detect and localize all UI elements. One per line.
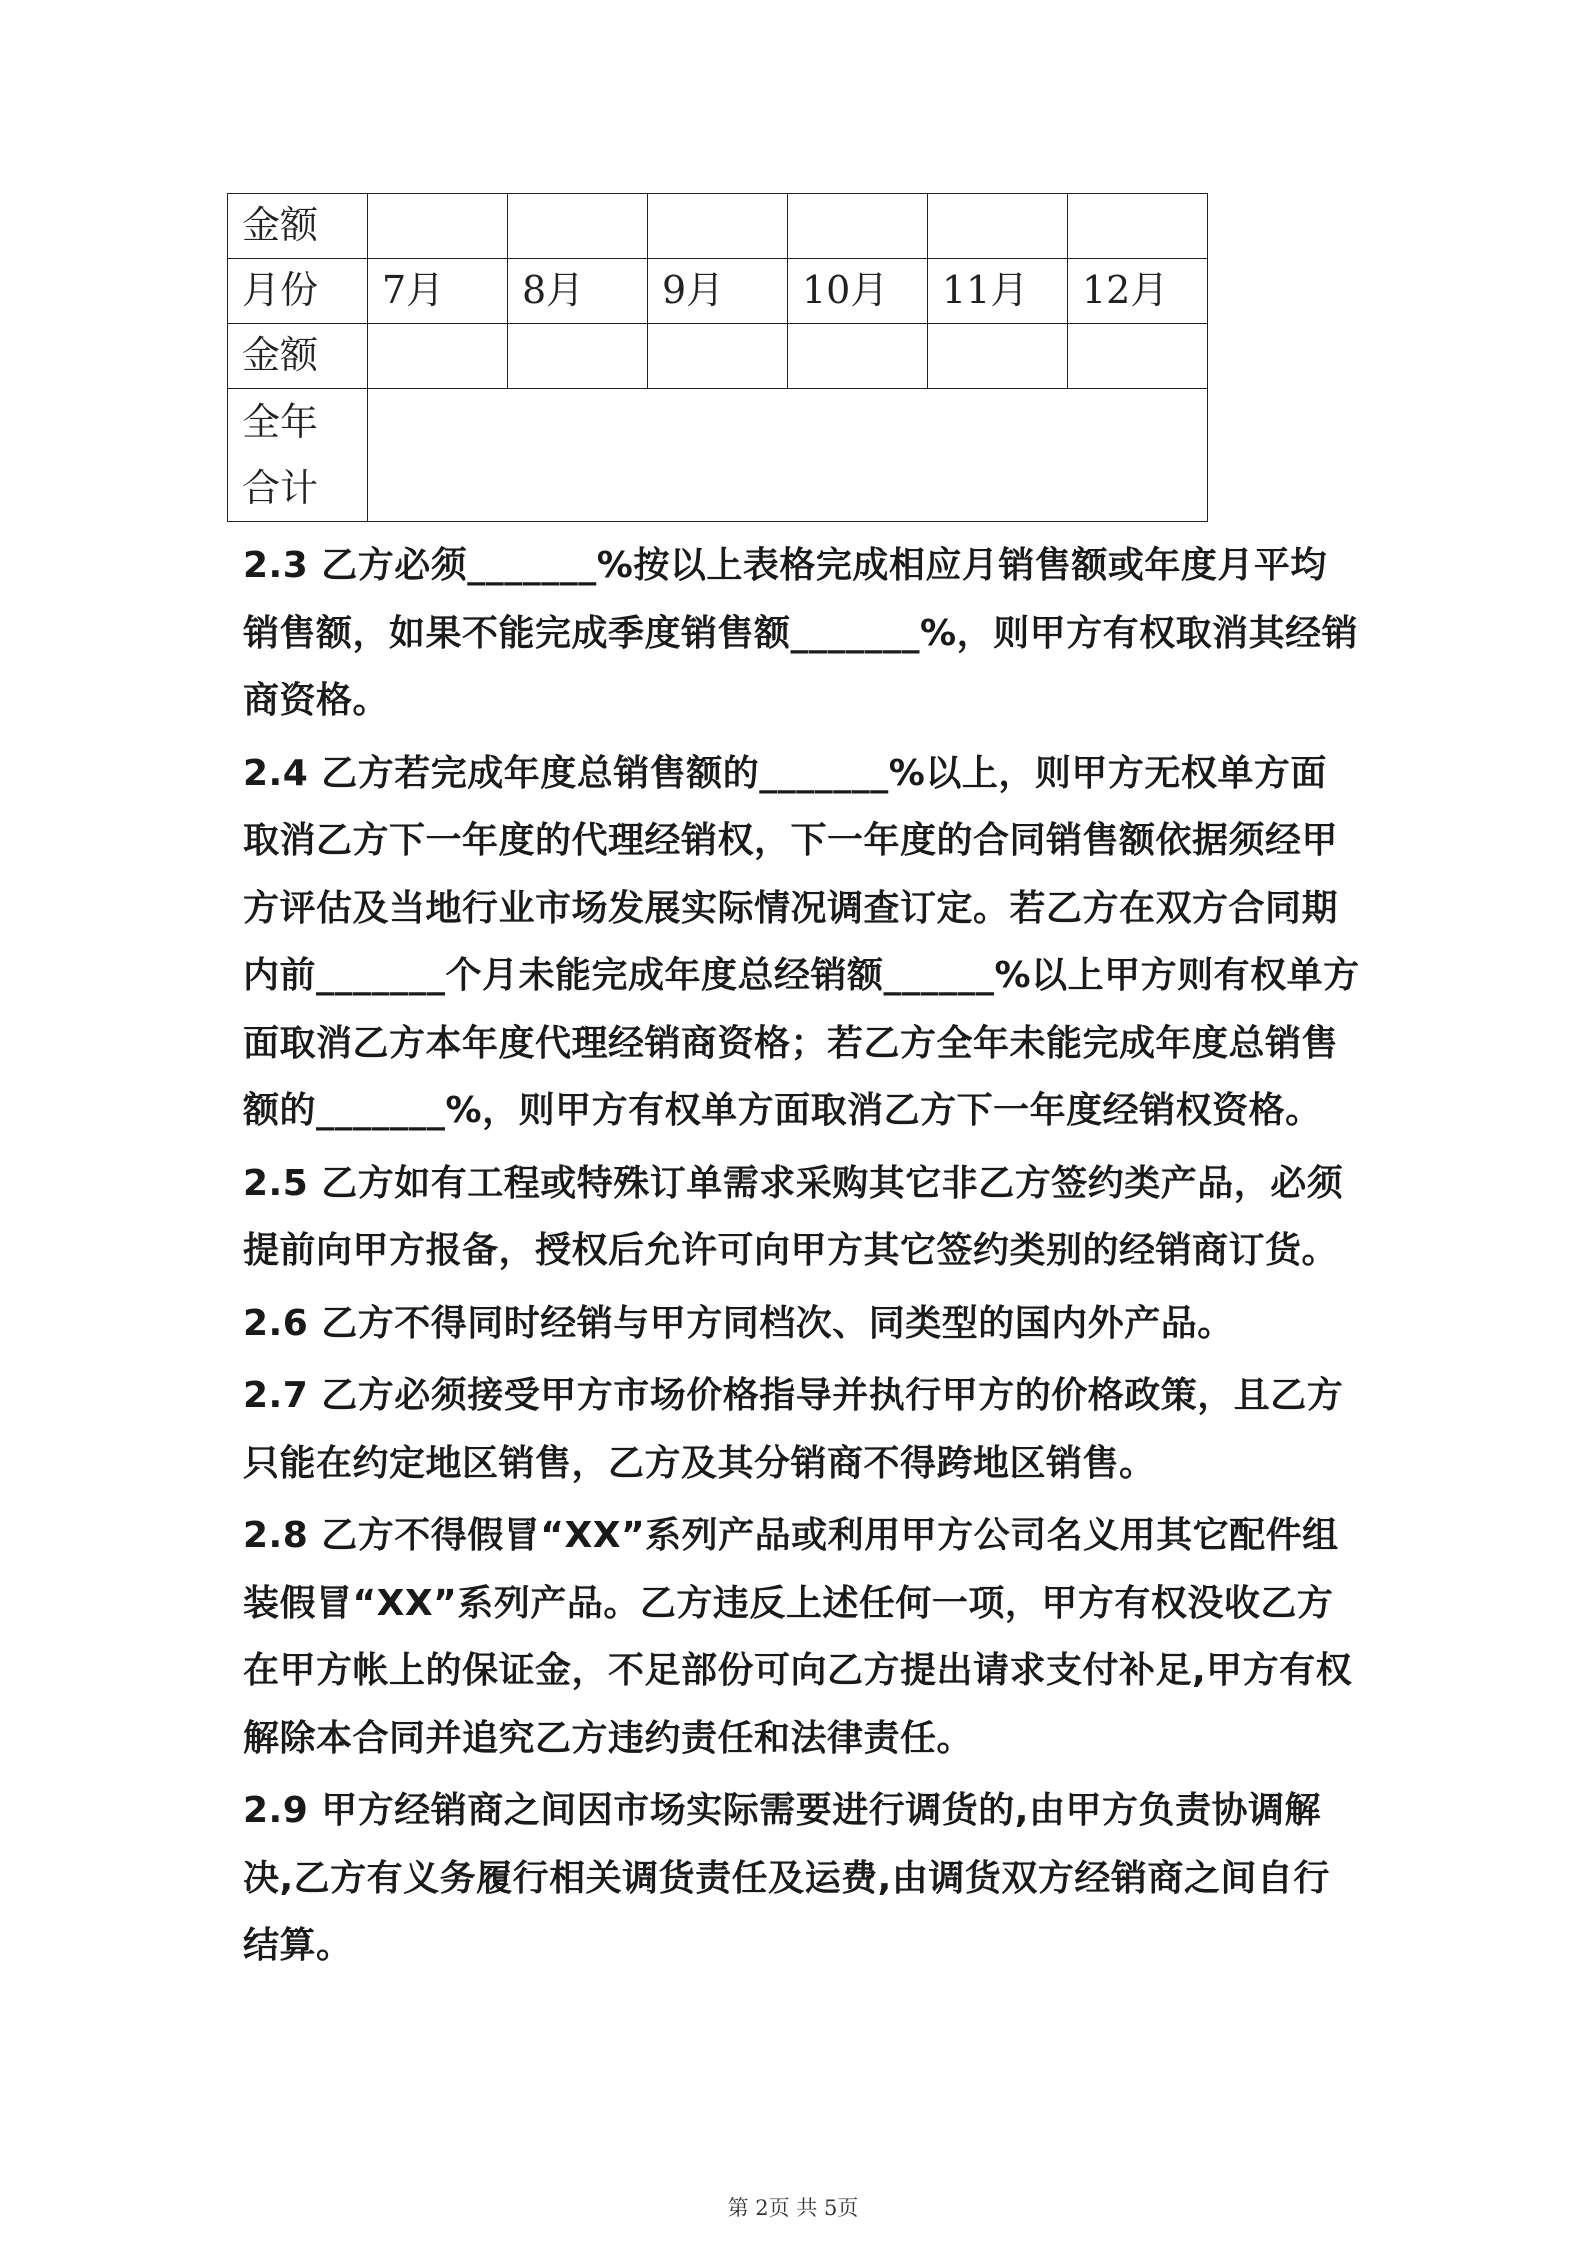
month-cell: 9月 xyxy=(648,259,788,324)
annual-total-cell xyxy=(368,389,1208,522)
month-label: 月份 xyxy=(228,259,368,324)
clause-2-9: 2.9 甲方经销商之间因市场实际需要进行调货的,由甲方负责协调解决,乙方有义务履行相关调货责任及运费,由调货双方经销商之间自行结算。 xyxy=(243,1790,1330,1966)
month-cell: 11月 xyxy=(928,259,1068,324)
amount-cell xyxy=(368,194,508,259)
amount-label: 金额 xyxy=(228,324,368,389)
clause-2-4: 2.4 乙方若完成年度总销售额的_______%以上，则甲方无权单方面取消乙方下一年度的代理经销权，下一年度的合同销售额依据须经甲方评估及当地行业市场发展实际情况调查订定。若乙方在双方合同期内前_______个月未能完成年度总经销额______%以上甲方则有权单方面取消乙方本年度代理经销商资格；若乙方全年未能完成年度总销售额的_______%，则甲方有权单方面取消乙方下一年度经销权资格。 xyxy=(243,752,1360,1131)
amount-label: 金额 xyxy=(228,194,368,259)
clause-2-6: 2.6 乙方不得同时经销与甲方同档次、同类型的国内外产品。 xyxy=(243,1302,1234,1344)
month-cell: 7月 xyxy=(368,259,508,324)
page-number-footer: 第 2页 共 5页 xyxy=(727,2196,859,2220)
month-cell: 12月 xyxy=(1068,259,1208,324)
clause-2-7: 2.7 乙方必须接受甲方市场价格指导并执行甲方的价格政策，且乙方只能在约定地区销售，乙方及其分销商不得跨地区销售。 xyxy=(243,1375,1344,1484)
clause-2-5: 2.5 乙方如有工程或特殊订单需求采购其它非乙方签约类产品，必须提前向甲方报备，授权后允许可向甲方其它签约类别的经销商订货。 xyxy=(243,1162,1344,1271)
amount-cell xyxy=(648,194,788,259)
annual-total-label-line2: 合计 xyxy=(242,466,319,510)
amount-cell xyxy=(788,324,928,389)
clause-2-8: 2.8 乙方不得假冒“XX”系列产品或利用甲方公司名义用其它配件组装假冒“XX”系列产品。乙方违反上述任何一项，甲方有权没收乙方在甲方帐上的保证金，不足部份可向乙方提出请求支付补足,甲方有权解除本合同并追究乙方违约责任和法律责任。 xyxy=(243,1515,1353,1759)
amount-cell xyxy=(1068,324,1208,389)
month-cell: 8月 xyxy=(508,259,648,324)
amount-cell xyxy=(788,194,928,259)
table-row-amount-1 xyxy=(228,194,1208,259)
contract-clauses xyxy=(243,532,1363,1985)
amount-cell xyxy=(368,324,508,389)
table-row-amount-2 xyxy=(228,324,1208,389)
amount-cell xyxy=(648,324,788,389)
clause-2-3: 2.3 乙方必须_______%按以上表格完成相应月销售额或年度月平均销售额，如果不能完成季度销售额_______%，则甲方有权取消其经销商资格。 xyxy=(243,545,1359,721)
amount-cell xyxy=(508,194,648,259)
amount-cell xyxy=(928,194,1068,259)
annual-total-label xyxy=(228,389,368,522)
month-cell: 10月 xyxy=(788,259,928,324)
amount-cell xyxy=(1068,194,1208,259)
table-row-annual-total xyxy=(228,389,1208,522)
table-row-months xyxy=(228,259,1208,324)
amount-cell xyxy=(928,324,1068,389)
amount-cell xyxy=(508,324,648,389)
annual-total-label-line1: 全年 xyxy=(242,400,319,444)
monthly-sales-table xyxy=(227,193,1208,522)
